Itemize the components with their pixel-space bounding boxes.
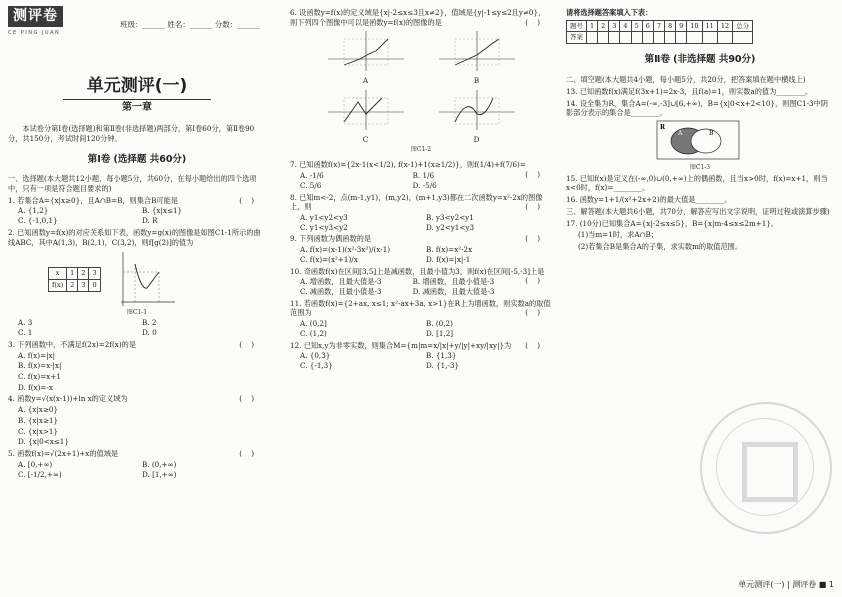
graph-d[interactable] (421, 88, 532, 144)
answer-cell[interactable] (664, 32, 675, 44)
option[interactable]: A. f(x)=(x-1)(x²-3x²)/(x-1) (300, 245, 391, 255)
option[interactable]: A. f(x)=|x| (18, 350, 56, 360)
graph-c[interactable] (310, 88, 421, 144)
chapter-title: 第一章 (122, 101, 152, 113)
answer-header-cell: 11 (702, 20, 717, 32)
option[interactable]: D. {x|0<x≤1} (18, 437, 69, 447)
column-middle (290, 6, 552, 372)
option[interactable]: C. 1 (18, 328, 33, 338)
answer-cell[interactable] (631, 32, 642, 44)
option[interactable]: A. [0,+∞) (18, 459, 53, 469)
answer-header-cell: 8 (664, 20, 675, 32)
question-10: 10. 奇函数f(x)在区间[3,5]上是减函数，且最小值为3，则f(x)在区间[-5,-3]上是 ( ) A. 增函数，且最大值是-3 B. 增函数，且最小值是-3 C. 减函数，且最小值是-3 D. 减函数，且最大值是-3 (290, 266, 545, 297)
venn-label-b: B (709, 129, 714, 137)
answer-cell[interactable] (587, 32, 598, 44)
answer-cell[interactable] (653, 32, 664, 44)
option[interactable]: D. 0 (142, 328, 157, 338)
question-15: 15. 已知f(x)是定义在(-∞,0)∪(0,+∞)上的偶函数，且当x>0时，f(x)=x+1，则当x<0时，f(x)=________。 (566, 173, 828, 193)
column-left (8, 6, 266, 480)
option[interactable]: B. 增函数，且最小值是-3 (412, 277, 495, 287)
option[interactable]: A. 3 (18, 318, 33, 328)
question-6: 6. 设函数y=f(x)的定义域是{x|-2≤x≤3且x≠2}，值域是{y|-1≤y≤2且y≠0}，则下列四个图像中可以是函数y=f(x)的图像的是 ( ) (290, 8, 546, 27)
option[interactable]: A. {0,3} (300, 351, 331, 361)
graph-label: A (362, 76, 369, 86)
answer-header-cell: 4 (620, 20, 631, 32)
option[interactable]: B. {x|x≥1} (18, 415, 59, 425)
option[interactable]: C. {x|x>1} (18, 426, 59, 436)
question-13: 13. 已知函数f(x)满足f(3x+1)=2x-3，且f(a)=1，则实数a的值为________。 (566, 86, 813, 96)
option[interactable]: A. -1/6 (300, 171, 324, 181)
part1-title: 第Ⅰ卷 (选择题 共60分) (87, 153, 187, 165)
answer-header-cell: 12 (717, 20, 732, 32)
answer-header-cell: 题号 (567, 20, 587, 32)
answer-cell[interactable] (620, 32, 631, 44)
answer-header-cell: 10 (687, 20, 702, 32)
answer-cell[interactable] (598, 32, 609, 44)
graph-a[interactable] (310, 29, 421, 85)
option[interactable]: B. y3<y2<y1 (426, 213, 474, 222)
page-title: 单元测评(一) (86, 75, 188, 96)
option[interactable]: D. {1,-3} (426, 361, 460, 371)
option[interactable]: D. R (142, 216, 158, 226)
figure-caption: 图C1-3 (689, 163, 711, 171)
answer-cell[interactable] (642, 32, 653, 44)
graph-label: D (473, 134, 480, 144)
figure-caption: 图C1-2 (410, 146, 432, 154)
venn-label-a: A (678, 129, 683, 137)
graph-b-plot (437, 29, 517, 73)
option[interactable]: B. {x|x≤1} (142, 206, 183, 216)
question-4: 4. 函数y=√(x(x-1))+ln x的定义域为 ( ) A. {x|x≥0} B. {x|x≥1} C. {x|x>1} D. {x|0<x≤1} (8, 394, 266, 447)
graph-d-plot (437, 88, 517, 132)
figure-caption: 图C1-1 (126, 309, 148, 317)
question-7: 7. 已知函数f(x)={2x-1(x<1/2), f(x-1)+1(x≥1/2)}，则f(1/4)+f(7/6)= ( ) A. -1/6 B. 1/6 C. 5/6 D. -5/6 (290, 160, 540, 190)
question-2: 2. 已知函数y=f(x)的对应关系如下表，函数y=g(x)的图像是如图C1-1所示的曲线ABC，其中A(1,3)，B(2,1)，C(3,2)，则f[g(2)]的值为 x 1 2 3 f(x) 2 3 0 图C1-1 A. 3 B. 2 C. 1 D. 0 (8, 228, 266, 338)
question-5: 5. 函数f(x)=√(2x+1)+x的值域是 ( ) A. [0,+∞) B. (0,+∞) C. [-1/2,+∞) D. [1,+∞) (8, 449, 266, 479)
graph-label: C (362, 134, 369, 144)
column-right (566, 6, 834, 253)
option[interactable]: B. {1,3} (426, 351, 457, 361)
option[interactable]: C. f(x)=(x²+1)/x (300, 254, 358, 264)
question-11: 11. 若函数f(x)={2+ax, x≤1; x²-ax+3a, x>1}在R上为增函数，则实数a的取值范围为 ( ) A. (0,2] B. (0,2) C. (1,2) D. [1,2] (290, 298, 551, 338)
option[interactable]: C. 减函数，且最小值是-3 (300, 287, 382, 297)
option[interactable]: A. 增函数，且最大值是-3 (300, 277, 382, 287)
answer-header-cell: 6 (642, 20, 653, 32)
option[interactable]: C. y1<y3<y2 (300, 222, 348, 232)
question-17: 17. (10分)已知集合A={x|-2≤x≤5}，B={x|m-4≤x≤2m+1}。 (566, 218, 779, 228)
option[interactable]: C. 5/6 (300, 180, 322, 190)
intro-text: 本试卷分第Ⅰ卷(选择题)和第Ⅱ卷(非选择题)两部分，第Ⅰ卷60分，第Ⅱ卷90分，共150分，考试时间120分钟。 (8, 124, 255, 143)
option[interactable]: D. f(x)=-x (18, 382, 53, 392)
option[interactable]: B. 1/6 (412, 171, 435, 181)
question-12: 12. 已知x,y为非零实数，则集合M={m|m=x/|x|+y/|y|+xy/|xy|}为 ( ) A. {0,3} B. {1,3} C. {-1,3} D. {1,-3} (290, 341, 552, 371)
answer-cell[interactable] (676, 32, 687, 44)
answer-row-label: 答案 (567, 32, 587, 44)
graph-label: B (473, 76, 480, 86)
option[interactable]: B. f(x)=x-|x| (18, 361, 62, 371)
question-8: 8. 已知m<-2，点(m-1,y1)，(m,y2)，(m+1,y3)都在二次函数y=x²-2x的图像上，则 ( ) A. y1<y2<y3 B. y3<y2<y1 C. y1<y3<y2 D. y2<y1<y3 (290, 193, 552, 233)
graph-b[interactable] (421, 29, 532, 85)
graph-grid (310, 29, 532, 144)
answer-header-cell: 1 (587, 20, 598, 32)
function-table: x 1 2 3 f(x) 2 3 0 (48, 267, 101, 292)
question-3: 3. 下列函数中，不满足f(2x)=2f(x)的是 ( ) A. f(x)=|x| B. f(x)=x-|x| C. f(x)=x+1 D. f(x)=-x (8, 340, 266, 393)
option[interactable]: C. {-1,3} (300, 361, 333, 371)
option[interactable]: B. (0,+∞) (142, 459, 177, 469)
logo-text: 测评卷 (8, 6, 63, 27)
option[interactable]: D. [1,+∞) (142, 469, 177, 479)
answer-cell[interactable] (717, 32, 732, 44)
logo-subtitle: CE PING JUAN (8, 29, 61, 36)
venn-diagram (656, 120, 834, 163)
answer-header-cell: 总分 (733, 20, 753, 32)
section2-heading: 二、填空题(本大题共4小题，每小题5分，共20分，把答案填在题中横线上) (566, 75, 806, 85)
answer-header-cell: 5 (631, 20, 642, 32)
option[interactable]: A. y1<y2<y3 (300, 213, 348, 222)
answer-table (566, 20, 753, 45)
option[interactable]: A. {1,2} (18, 206, 49, 216)
option[interactable]: D. [1,2] (426, 328, 454, 338)
answer-cell[interactable] (733, 32, 753, 44)
figure-c1-1 (115, 250, 177, 308)
option[interactable]: D. y2<y1<y3 (426, 222, 475, 232)
answer-header-cell: 3 (609, 20, 620, 32)
graph-c-plot (326, 88, 406, 132)
graph-a-plot (326, 29, 406, 73)
option[interactable]: C. (1,2) (300, 328, 327, 338)
question-17-part2: (2)若集合B是集合A的子集，求实数m的取值范围。 (578, 242, 743, 252)
seal-core-mark (742, 442, 798, 502)
answer-header-cell: 2 (598, 20, 609, 32)
question-17-part1: (1)当m=1时，求A∩B； (578, 230, 659, 240)
question-14: 14. 设全集为R，集合A=(-∞,-3]∪[6,+∞)，B={x|0<x+2<10}，则图C1-3中阴影部分表示的集合是________。 (566, 98, 828, 118)
question-16: 16. 函数y=1+1/(x²+2x+2)的最大值是________。 (566, 195, 732, 205)
part2-title: 第Ⅱ卷 (非选择题 共90分) (644, 54, 756, 66)
question-9: 9. 下列函数为偶函数的是 ( ) A. f(x)=(x-1)(x²-3x²)/(x-1) B. f(x)=x²-2x C. f(x)=(x²+1)/x D. f(x)=|x|-1 (290, 234, 552, 264)
venn-plot (656, 120, 740, 160)
option[interactable]: C. [-1/2,+∞) (18, 469, 62, 479)
option[interactable]: C. f(x)=x+1 (18, 372, 61, 382)
title-rule (63, 99, 211, 100)
answer-cell[interactable] (687, 32, 702, 44)
section3-heading: 三、解答题(本大题共6小题，共70分，解答应写出文字说明，证明过程或演算步骤) (566, 206, 830, 216)
question-1: 1. 若集合A={x|x≥0}，且A∩B=B，则集合B可能是 ( ) A. {1,2} B. {x|x≤1} C. {-1,0,1} D. R (8, 196, 266, 226)
answer-cell[interactable] (609, 32, 620, 44)
option[interactable]: B. (0,2) (426, 319, 453, 329)
venn-label-r: R (660, 123, 665, 131)
answer-table-title: 请将选择题答案填入下表： (566, 8, 653, 17)
option[interactable]: B. f(x)=x²-2x (426, 245, 473, 255)
option[interactable]: A. (0,2] (300, 319, 327, 329)
watermark-seal (700, 402, 832, 534)
option[interactable]: A. {x|x≥0} (18, 405, 59, 415)
option[interactable]: C. {-1,0,1} (18, 216, 58, 226)
answer-cell[interactable] (702, 32, 717, 44)
option[interactable]: D. -5/6 (412, 180, 437, 190)
answer-header-cell: 7 (653, 20, 664, 32)
page-footer: 单元测评(一) | 测评卷 ■ 1 (738, 580, 834, 590)
option[interactable]: D. f(x)=|x|-1 (426, 254, 471, 264)
student-fields: 班级：______ 姓名：______ 分数：______ (120, 20, 260, 29)
section1-heading: 一、选择题(本大题共12小题，每小题5分，共60分，在每小题给出的四个选项中，只有一项是符合题目要求的) (8, 174, 257, 194)
answer-header-cell: 9 (676, 20, 687, 32)
option[interactable]: B. 2 (142, 318, 157, 328)
option[interactable]: D. 减函数，且最大值是-3 (412, 287, 495, 297)
